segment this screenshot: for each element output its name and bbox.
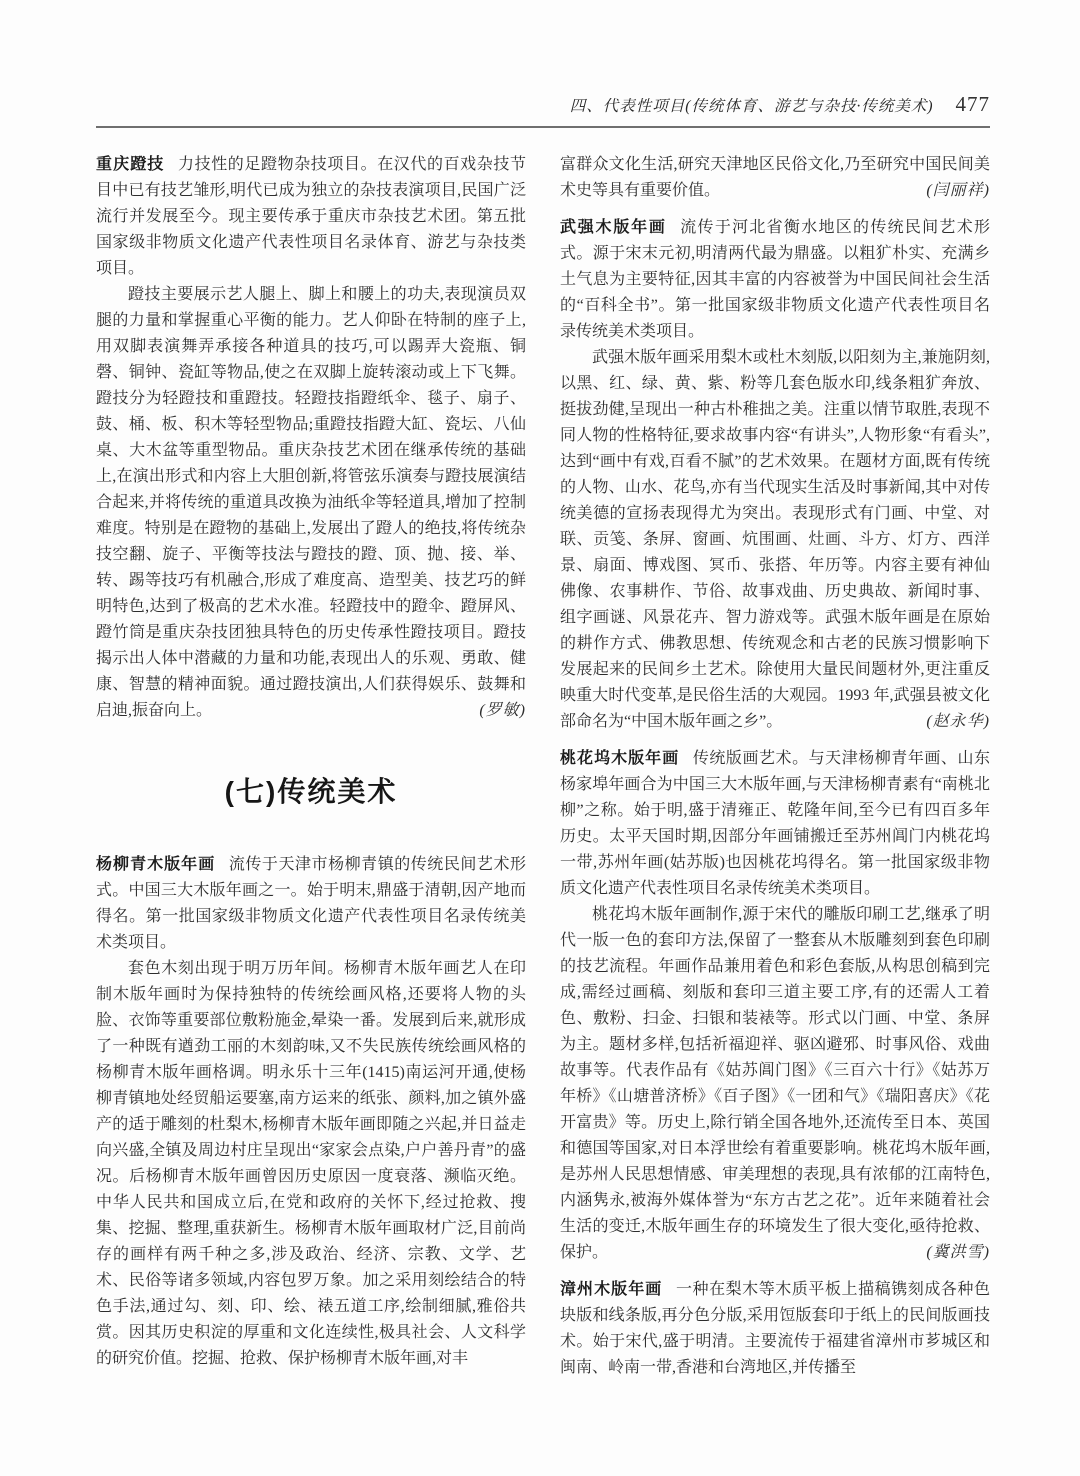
author-attribution: (罗敏) xyxy=(479,702,526,719)
entry-body-text: 富群众文化生活,研究天津地区民俗文化,乃至研究中国民间美术史等具有重要价值。 xyxy=(560,156,990,199)
entry-term: 漳州木版年画 xyxy=(560,1281,663,1298)
text-columns xyxy=(96,152,990,1381)
entry-body-text: 桃花坞木版年画制作,源于宋代的雕版印刷工艺,继承了明代一版一色的套印方法,保留了一整套从木版雕刻到套色印刷的技艺流程。年画作品兼用着色和彩色套版,从构思创稿到完成,需经过画稿、刻版和套印三道主要工序,有的还需人工着色、敷粉、扫金、扫银和装裱等。形式以门画、中堂、条屏为主。题材多样,包括祈福迎祥、驱凶避邪、时事风俗、戏曲故事等。代表作品有《姑苏阊门图》《三百六十行》《姑苏万年桥》《山塘普济桥》《百子图》《一团和气》《瑞阳喜庆》《花开富贵》等。历史上,除行销全国各地外,还流传至日本、英国和德国等国家,对日本浮世绘有着重要影响。桃花坞木版年画,是苏州人民思想情感、审美理想的表现,具有浓郁的江南特色,内涵隽永,被海外媒体誉为“东方古艺之花”。近年来随着社会生活的变迁,木版年画生存的环境发生了很大变化,亟待抢救、保护。 xyxy=(560,906,990,1261)
entry-term: 武强木版年画 xyxy=(560,219,667,236)
entry-body-text: 蹬技主要展示艺人腿上、脚上和腰上的功夫,表现演员双腿的力量和掌握重心平衡的能力。艺人仰卧在特制的座子上,用双脚表演舞弄承接各种道具的技巧,可以踢弄大瓷瓶、铜磬、铜钟、瓷缸等物品,使之在双脚上旋转滚动或上下飞舞。蹬技分为轻蹬技和重蹬技。轻蹬技指蹬纸伞、毯子、扇子、鼓、桶、板、积木等轻型物品;重蹬技指蹬大缸、瓷坛、八仙桌、大木盆等重型物品。重庆杂技艺术团在继承传统的基础上,在演出形式和内容上大胆创新,将管弦乐演奏与蹬技展演结合起来,并将传统的重道具改换为油纸伞等轻道具,增加了控制难度。特别是在蹬物的基础上,发展出了蹬人的绝技,将传统杂技空翻、旋子、平衡等技法与蹬技的蹬、顶、抛、接、举、转、踢等技巧有机融合,形成了难度高、造型美、技艺巧的鲜明特色,达到了极高的艺术水准。轻蹬技中的蹬伞、蹬屏风、蹬竹筒是重庆杂技团独具特色的历史传承性蹬技项目。蹬技揭示出人体中潜藏的力量和功能,表现出人的乐观、勇敢、健康、智慧的精神面貌。通过蹬技演出,人们获得娱乐、鼓舞和启迪,振奋向上。 xyxy=(96,286,526,719)
running-head xyxy=(96,92,990,128)
continuation-paragraph xyxy=(560,152,990,204)
entry-zhangzhou-nianhua xyxy=(560,1277,990,1381)
entry-term: 桃花坞木版年画 xyxy=(560,750,680,767)
entry-paragraph xyxy=(560,746,990,902)
entry-paragraph xyxy=(560,345,990,735)
author-attribution: (赵永华) xyxy=(926,713,990,730)
entry-body-text: 武强木版年画采用梨木或杜木刻版,以阳刻为主,兼施阴刻,以黑、红、绿、黄、紫、粉等几套色版水印,线条粗犷奔放、挺拔劲健,呈现出一种古朴稚拙之美。注重以情节取胜,表现不同人物的性格特征,要求故事内容“有讲头”,人物形象“有看头”,达到“画中有戏,百看不腻”的艺术效果。在题材方面,既有传统的人物、山水、花鸟,亦有当代现实生活及时事新闻,其中对传统美德的宣扬表现得尤为突出。表现形式有门画、中堂、对联、贡笺、条屏、窗画、炕围画、灶画、斗方、灯方、西洋景、扇面、博戏图、冥币、张搭、年历等。内容主要有神仙佛像、农事耕作、节俗、故事戏曲、历史典故、新闻时事、组字画谜、风景花卉、智力游戏等。武强木版年画是在原始的耕作方式、佛教思想、传统观念和古老的民族习惯影响下发展起来的民间乡土艺术。除使用大量民间题材外,更注重反映重大时代变革,是民俗生活的大观园。1993 年,武强县被文化部命名为“中国木版年画之乡”。 xyxy=(560,349,990,730)
left-column xyxy=(96,152,526,1381)
section-heading-traditional-fine-arts: (七)传统美术 xyxy=(224,776,398,807)
entry-definition: 传统版画艺术。与天津杨柳青年画、山东杨家埠年画合为中国三大木版年画,与天津杨柳青素有“南桃北柳”之称。始于明,盛于清雍正、乾隆年间,至今已有四百多年历史。太平天国时期,因部分年画铺搬迁至苏州阊门内桃花坞一带,苏州年画(姑苏版)也因桃花坞得名。第一批国家级非物质文化遗产代表性项目名录传统美术类项目。 xyxy=(560,750,990,897)
entry-chongqing-dengji xyxy=(96,152,526,724)
running-head-title: 四、代表性项目(传统体育、游艺与杂技·传统美术) xyxy=(569,98,934,115)
entry-term: 重庆蹬技 xyxy=(96,156,165,173)
entry-term: 杨柳青木版年画 xyxy=(96,856,216,873)
entry-definition: 流传于天津市杨柳青镇的传统民间艺术形式。中国三大木版年画之一。始于明末,鼎盛于清朝,因产地而得名。第一批国家级非物质文化遗产代表性项目名录传统美术类项目。 xyxy=(96,856,526,951)
entry-paragraph xyxy=(560,215,990,345)
entry-paragraph xyxy=(96,852,526,956)
page-number: 477 xyxy=(955,92,990,116)
entry-definition: 流传于河北省衡水地区的传统民间艺术形式。源于宋末元初,明清两代最为鼎盛。以粗犷朴实、充满乡土气息为主要特征,因其丰富的内容被誉为中国民间社会生活的“百科全书”。第一批国家级非物质文化遗产代表性项目名录传统美术类项目。 xyxy=(560,219,990,340)
entry-paragraph xyxy=(96,152,526,282)
entry-taohuawu-nianhua xyxy=(560,746,990,1266)
entry-paragraph xyxy=(560,1277,990,1381)
entry-definition: 力技性的足蹬物杂技项目。在汉代的百戏杂技节目中已有技艺雏形,明代已成为独立的杂技表演项目,民国广泛流行并发展至今。现主要传承于重庆市杂技艺术团。第五批国家级非物质文化遗产代表性项目名录体育、游艺与杂技类项目。 xyxy=(96,156,526,277)
entry-paragraph xyxy=(96,956,526,1372)
entry-paragraph xyxy=(560,902,990,1266)
entry-body-text: 套色木刻出现于明万历年间。杨柳青木版年画艺人在印制木版年画时为保持独特的传统绘画风格,还要将人物的头脸、衣饰等重要部位敷粉施金,晕染一番。发展到后来,就形成了一种既有遒劲工丽的木刻韵味,又不失民族传统绘画风格的杨柳青木版年画格调。明永乐十三年(1415)南运河开通,使杨柳青镇地处经贸船运要塞,南方运来的纸张、颜料,加之镇外盛产的适于雕刻的杜梨木,杨柳青木版年画即随之兴起,并日益走向兴盛,全镇及周边村庄呈现出“家家会点染,户户善丹青”的盛况。后杨柳青木版年画曾因历史原因一度衰落、濒临灭绝。中华人民共和国成立后,在党和政府的关怀下,经过抢救、搜集、挖掘、整理,重获新生。杨柳青木版年画取材广泛,目前尚存的画样有两千种之多,涉及政治、经济、宗教、文学、艺术、民俗等诸多领域,内容包罗万象。加之采用刻绘结合的特色手法,通过勾、刻、印、绘、裱五道工序,绘制细腻,雅俗共赏。因其历史积淀的厚重和文化连续性,极具社会、人文科学的研究价值。挖掘、抢救、保护杨柳青木版年画,对丰 xyxy=(96,960,526,1367)
entry-paragraph xyxy=(96,282,526,724)
entry-definition: 一种在梨木等木质平板上描稿镌刻成各种色块版和线条版,再分色分版,采用饾版套印于纸上的民间版画技术。始于宋代,盛于明清。主要流传于福建省漳州市芗城区和闽南、岭南一带,香港和台湾地区,并传播至 xyxy=(560,1281,990,1376)
right-column xyxy=(560,152,990,1381)
author-attribution: (冀洪雪) xyxy=(926,1244,990,1261)
author-attribution: (闫丽祥) xyxy=(926,182,990,199)
entry-yangliuqing-nianhua xyxy=(96,852,526,1372)
entry-wuqiang-nianhua xyxy=(560,215,990,735)
